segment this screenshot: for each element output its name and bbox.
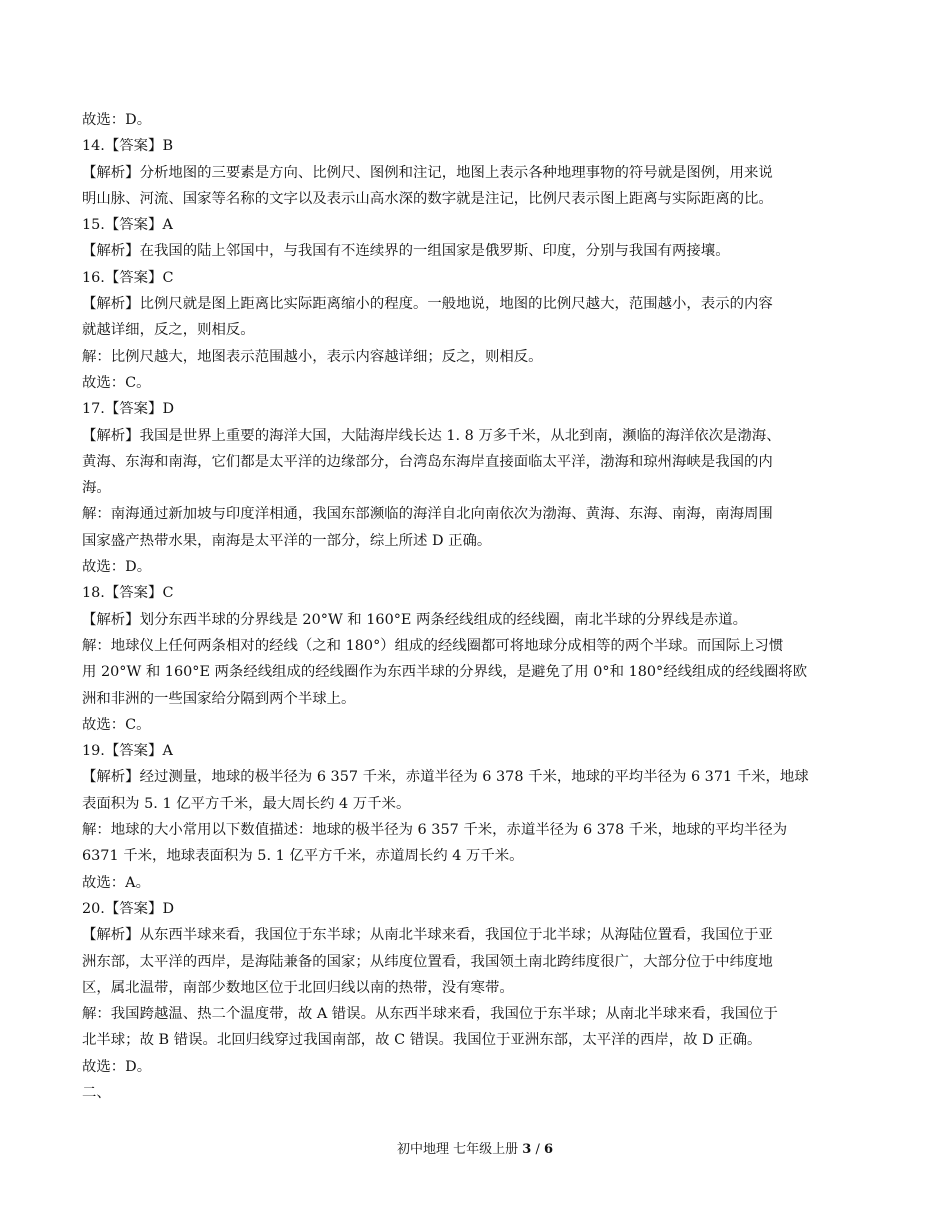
text-line: 15.【答案】A	[82, 217, 173, 234]
text-line: 20.【答案】D	[82, 900, 174, 917]
text-line: 17.【答案】D	[82, 401, 174, 418]
text-line: 解：我国跨越温、热二个温度带，故 A 错误。从东西半球来看，我国位于东半球；从南北半球来看，我国位于	[82, 1006, 778, 1023]
document-body	[82, 107, 872, 1106]
text-line: 【解析】划分东西半球的分界线是 20°W 和 160°E 两条经线组成的经线圈，南北半球的分界线是赤道。	[82, 611, 748, 628]
text-line: 【解析】经过测量，地球的极半径为 6 357 千米，赤道半径为 6 378 千米，地球的平均半径为 6 371 千米，地球	[82, 769, 809, 786]
text-line: 洲东部，太平洋的西岸，是海陆兼备的国家；从纬度位置看，我国领土南北跨纬度很广，大部分位于中纬度地	[82, 953, 773, 970]
text-line: 北半球；故 B 错误。北回归线穿过我国南部，故 C 错误。我国位于亚洲东部，太平洋的西岸，故 D 正确。	[82, 1032, 762, 1049]
text-line: 国家盛产热带水果，南海是太平洋的一部分，综上所述 D 正确。	[82, 532, 492, 549]
text-line: 解：地球的大小常用以下数值描述：地球的极半径为 6 357 千米，赤道半径为 6 378 千米，地球的平均半径为	[82, 822, 788, 839]
text-line: 故选：D。	[82, 112, 152, 128]
text-line: 解：南海通过新加坡与印度洋相通，我国东部濒临的海洋自北向南依次为渤海、黄海、东海、南海，南海周围	[82, 506, 773, 523]
page-current: 3	[522, 1142, 532, 1157]
text-line: 洲和非洲的一些国家给分隔到两个半球上。	[82, 690, 356, 707]
text-line: 16.【答案】C	[82, 269, 174, 286]
page-total: 6	[543, 1142, 554, 1157]
text-line: 二、	[82, 1084, 111, 1101]
text-line: 用 20°W 和 160°E 两条经线组成的经线圈作为东西半球的分界线，是避免了用 0°和 180°经线组成的经线圈将欧	[82, 664, 808, 681]
text-line: 【解析】在我国的陆上邻国中，与我国有不连续界的一组国家是俄罗斯、印度，分别与我国有两接壤。	[82, 243, 730, 260]
page-footer	[0, 1140, 950, 1160]
text-line: 故选：C。	[82, 716, 151, 733]
text-line: 明山脉、河流、国家等名称的文字以及表示山高水深的数字就是注记，比例尺表示图上距离与实际距离的比。	[82, 190, 773, 207]
text-line: 18.【答案】C	[82, 585, 174, 602]
text-line: 解：地球仪上任何两条相对的经线（之和 180°）组成的经线圈都可将地球分成相等的两个半球。而国际上习惯	[82, 637, 784, 654]
text-line: 【解析】从东西半球来看，我国位于东半球；从南北半球来看，我国位于北半球；从海陆位置看，我国位于亚	[82, 927, 773, 944]
text-line: 故选：A。	[82, 874, 150, 891]
text-line: 故选：D。	[82, 1058, 152, 1075]
text-line: 就越详细，反之，则相反。	[82, 322, 255, 339]
page-separator: /	[535, 1142, 540, 1157]
text-line: 【解析】我国是世界上重要的海洋大国，大陆海岸线长达 1. 8 万多千米，从北到南，濒临的海洋依次是渤海、	[82, 427, 781, 444]
text-line: 故选：C。	[82, 374, 151, 391]
text-line: 海。	[82, 480, 111, 497]
text-line: 表面积为 5. 1 亿平方千米，最大周长约 4 万千米。	[82, 795, 411, 812]
text-line: 区，属北温带，南部少数地区位于北回归线以南的热带，没有寒带。	[82, 979, 514, 996]
text-line: 【解析】比例尺就是图上距离比实际距离缩小的程度。一般地说，地图的比例尺越大，范围越小，表示的内容	[82, 296, 773, 313]
text-line: 19.【答案】A	[82, 743, 173, 760]
footer-subject: 初中地理 七年级上册	[396, 1142, 519, 1157]
text-line: 6371 千米，地球表面积为 5. 1 亿平方千米，赤道周长约 4 万千米。	[82, 848, 524, 865]
text-line: 14.【答案】B	[82, 138, 174, 155]
text-line: 黄海、东海和南海，它们都是太平洋的边缘部分，台湾岛东海岸直接面临太平洋，渤海和琼州海峡是我国的内	[82, 453, 773, 470]
text-line: 解：比例尺越大，地图表示范围越小，表示内容越详细；反之，则相反。	[82, 348, 543, 365]
text-line: 【解析】分析地图的三要素是方向、比例尺、图例和注记，地图上表示各种地理事物的符号就是图例，用来说	[82, 164, 773, 181]
text-line: 故选：D。	[82, 559, 152, 576]
